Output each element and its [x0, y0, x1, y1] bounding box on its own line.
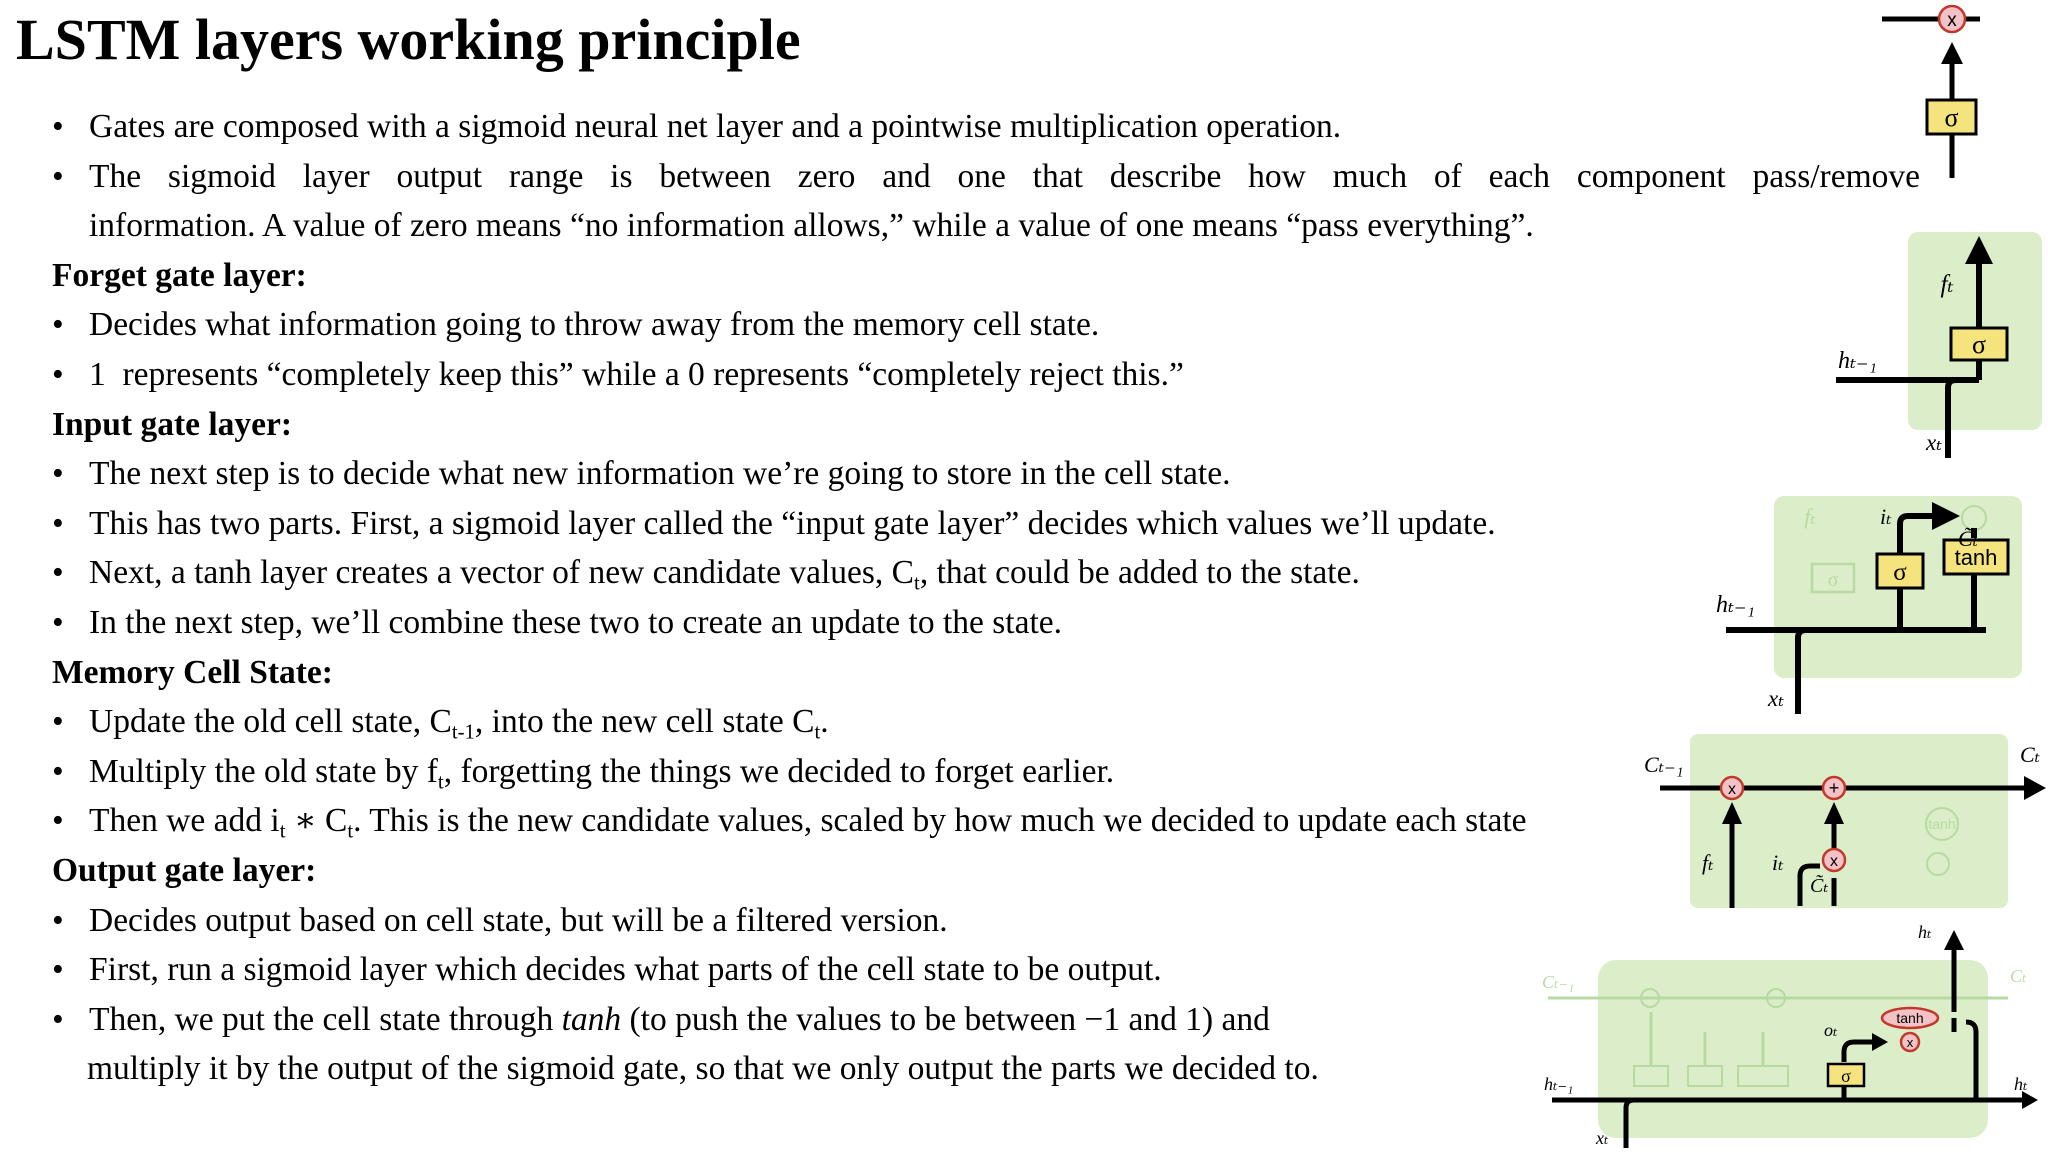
it-label: iₜ	[1772, 850, 1784, 875]
forget-gate-heading: Forget gate layer:	[52, 256, 307, 294]
input-gate-bullet	[52, 598, 1882, 648]
multiply-label: x	[1947, 10, 1957, 31]
c-tilde-label: C̃ₜ	[1810, 875, 1829, 897]
bullet-dot: •	[52, 1000, 64, 1038]
bullet-dot: •	[52, 901, 64, 939]
input-gate-bullet	[52, 499, 1882, 549]
bullet-dot: •	[52, 703, 64, 741]
bullet-text: Decides what information going to throw away from the memory cell state.	[89, 306, 1100, 344]
arrow-head	[1944, 930, 1964, 950]
input-gate-bullet	[52, 548, 1882, 598]
bullet-text: 1 represents “completely keep this” while a 0 represents “completely reject this.”	[89, 355, 1184, 393]
bullet-text: In the next step, we’ll combine these two to create an update to the state.	[89, 603, 1063, 641]
ht-right-label: hₜ	[2014, 1074, 2028, 1094]
bullet-text: The next step is to decide what new information we’re going to store in the cell state.	[89, 455, 1231, 493]
c-prev-label: Cₜ₋₁	[1644, 752, 1684, 777]
h-prev-label: hₜ₋₁	[1716, 592, 1755, 618]
bullet-text: Gates are composed with a sigmoid neural net layer and a pointwise multiplication operation.	[89, 108, 1342, 145]
ft-label: fₜ	[1940, 271, 1954, 298]
input-gate-bullet	[52, 449, 1882, 499]
xt-label: xₜ	[1926, 430, 1942, 455]
output-gate-diagram	[1538, 922, 2038, 1150]
tanh-label: tanh	[1896, 1010, 1924, 1026]
bullet-dot: •	[52, 306, 64, 344]
h-prev-label: hₜ₋₁	[1838, 348, 1877, 374]
multiply-label: x	[1728, 781, 1736, 798]
tanh-faded-label: tanh	[1928, 816, 1956, 832]
input-gate-diagram	[1712, 494, 2022, 720]
bullet-text: Then we add $i_t$ ∗ $C_t$. This is the new candidate values, scaled by how much we decided to update each state	[89, 802, 1527, 843]
input-gate-heading: Input gate layer:	[52, 405, 293, 443]
cell-background	[1598, 960, 1988, 1138]
xt-label: xₜ	[1768, 686, 1784, 711]
bullet-text: Decides output based on cell state, but will be a filtered version.	[89, 901, 948, 939]
arrow-head	[1941, 42, 1963, 64]
bullet-dot: •	[52, 802, 64, 840]
sigma-faded-label: σ	[1827, 569, 1839, 591]
bullet-text: The sigmoid layer output range is between zero and one that describe how much of each component pass/remove	[89, 157, 1920, 195]
add-label: +	[1828, 778, 1840, 798]
forget-gate-bullet	[52, 300, 1882, 350]
cell-state-diagram	[1640, 732, 2048, 908]
tanh-label: tanh	[1954, 545, 1998, 570]
it-label: iₜ	[1880, 504, 1892, 529]
output-gate-heading: Output gate layer:	[52, 851, 317, 889]
intro-bullet	[52, 102, 1882, 152]
bullet-text: Update the old cell state, $C_{t-1}$, into the new cell state $C_t$.	[89, 703, 829, 744]
forget-gate-bullet	[52, 350, 1882, 400]
bullet-dot: •	[52, 108, 64, 145]
bullet-dot: •	[52, 752, 64, 790]
c-prev-faded-label: Cₜ₋₁	[1542, 972, 1575, 992]
ht-top-label: hₜ	[1918, 922, 1932, 942]
bullet-dot: •	[52, 157, 64, 195]
bullet-text: Next, a tanh layer creates a vector of new candidate values, $C_t$, that could be added to the state.	[89, 554, 1360, 595]
bullet-text: This has two parts. First, a sigmoid layer called the “input gate layer” decides which values we’ll update.	[89, 504, 1496, 542]
bullet-dot: •	[52, 455, 64, 493]
forget-gate-diagram	[1834, 230, 2042, 468]
ot-label: oₜ	[1824, 1020, 1838, 1040]
bullet-continuation: multiply it by the output of the sigmoid gate, so that we only output the parts we decided to.	[87, 1050, 1319, 1088]
sigmoid-label: σ	[1971, 330, 1987, 359]
multiply-label: x	[1906, 1035, 1914, 1050]
bullet-dot: •	[52, 951, 64, 989]
memory-cell-bullet	[52, 747, 1882, 797]
arrow-head	[2024, 776, 2046, 800]
slide-title: LSTM layers working principle	[16, 7, 801, 72]
memory-cell-bullet	[52, 796, 1882, 846]
memory-cell-heading: Memory Cell State:	[52, 653, 333, 691]
sigmoid-label: σ	[1893, 559, 1907, 586]
sigmoid-label: σ	[1944, 103, 1959, 132]
memory-cell-bullet	[52, 697, 1882, 747]
bullet-text: Then, we put the cell state through tanh (to push the values to be between −1 and 1) and	[89, 1000, 1270, 1038]
bullet-dot: •	[52, 554, 64, 592]
ct-label: Cₜ	[2020, 742, 2041, 767]
bullet-dot: •	[52, 603, 64, 641]
intro-bullet	[52, 152, 1920, 202]
ft-faded-label: fₜ	[1804, 504, 1816, 529]
sigmoid-label: σ	[1841, 1066, 1851, 1086]
xt-label: xₜ	[1596, 1128, 1609, 1148]
bullet-text: First, run a sigmoid layer which decides what parts of the cell state to be output.	[89, 951, 1162, 989]
multiply-label: x	[1830, 853, 1838, 870]
c-tilde-label: C̃ₜ	[1958, 526, 1979, 551]
bullet-dot: •	[52, 355, 64, 393]
bullet-continuation: information. A value of zero means “no information allows,” while a value of one means “pass everything”.	[89, 207, 1534, 245]
bullet-dot: •	[52, 504, 64, 542]
bullet-text: Multiply the old state by $f_t$, forgetting the things we decided to forget earlier.	[89, 752, 1115, 794]
ct-faded-label: Cₜ	[2010, 966, 2027, 986]
ft-label: fₜ	[1702, 850, 1714, 875]
h-prev-label: hₜ₋₁	[1544, 1074, 1574, 1094]
gate-diagram	[1880, 0, 1988, 182]
